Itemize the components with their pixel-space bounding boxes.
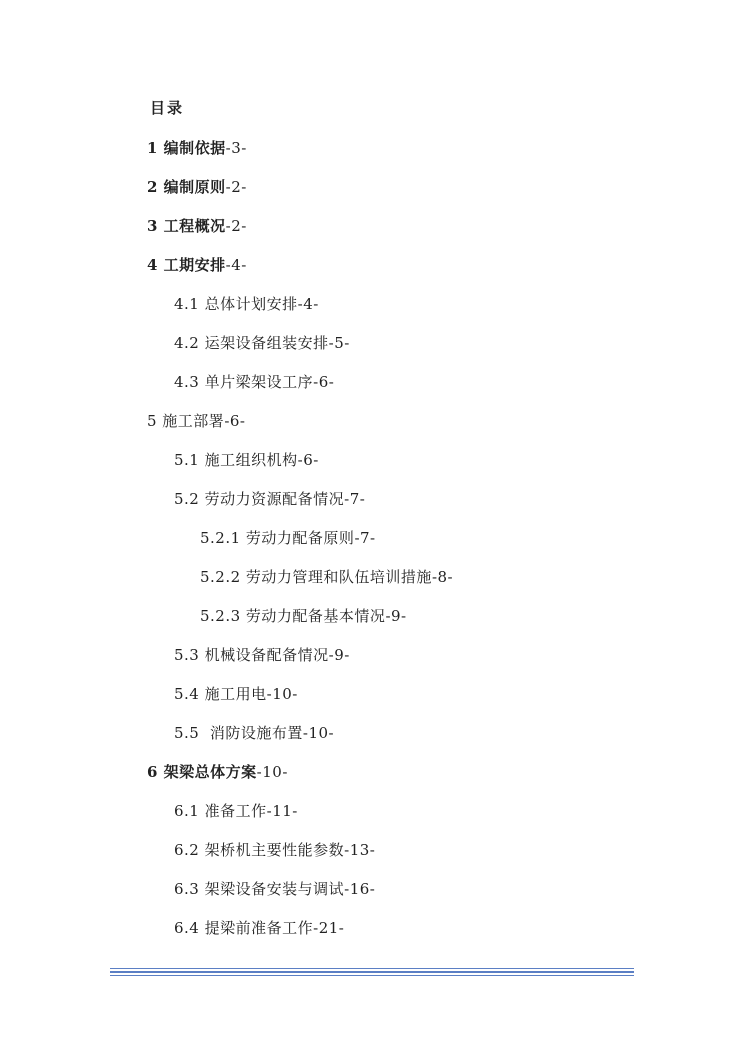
footer-divider xyxy=(110,971,634,973)
toc-entry-label: 5.4 施工用电 xyxy=(174,685,267,703)
toc-entry-page: -4- xyxy=(225,256,247,274)
toc-entry-label: 2 编制原则 xyxy=(147,178,226,196)
toc-entry[interactable] xyxy=(174,371,334,393)
toc-entry[interactable] xyxy=(147,176,247,198)
toc-entry-page: -7- xyxy=(354,529,376,547)
footer-divider xyxy=(110,975,634,976)
toc-entry[interactable] xyxy=(147,137,247,159)
toc-entry-label: 5.2.2 劳动力管理和队伍培训措施 xyxy=(200,568,432,586)
toc-entry-page: -6- xyxy=(313,373,335,391)
toc-entry-page: -8- xyxy=(431,568,454,586)
toc-entry-page: -4- xyxy=(297,295,319,313)
toc-entry-label: 4 工期安排 xyxy=(147,256,226,274)
toc-entry[interactable] xyxy=(200,527,376,549)
toc-entry-label: 6.2 架桥机主要性能参数 xyxy=(174,841,345,859)
toc-entry[interactable] xyxy=(174,293,319,315)
toc-entry[interactable] xyxy=(200,605,407,627)
toc-entry-page: -5- xyxy=(328,334,350,352)
toc-entry-page: -16- xyxy=(344,880,376,898)
toc-entry-label: 5 施工部署 xyxy=(147,412,225,430)
toc-entry-page: -10- xyxy=(302,724,335,742)
toc-entry[interactable] xyxy=(147,254,247,276)
toc-entry-label: 1 编制依据 xyxy=(147,139,226,157)
toc-entry-page: -10- xyxy=(256,763,288,781)
toc-entry-page: -10- xyxy=(266,685,298,703)
toc-entry-label: 5.2 劳动力资源配备情况 xyxy=(174,490,345,508)
toc-entry[interactable] xyxy=(174,332,350,354)
toc-entry[interactable] xyxy=(174,917,344,939)
toc-entry-label: 3 工程概况 xyxy=(147,217,226,235)
toc-entry-label: 4.3 单片梁架设工序 xyxy=(174,373,314,391)
toc-entry[interactable] xyxy=(174,449,319,471)
toc-entry[interactable] xyxy=(174,800,298,822)
toc-entry-label: 4.1 总体计划安排 xyxy=(174,295,298,313)
toc-entry-page: -11- xyxy=(266,802,298,820)
toc-entry-page: -3- xyxy=(225,139,247,157)
toc-entry[interactable] xyxy=(174,722,334,744)
toc-entry-page: -21- xyxy=(313,919,345,937)
toc-entry[interactable] xyxy=(174,683,298,705)
toc-entry-label: 5.5 消防设施布置 xyxy=(174,724,303,742)
toc-entry-label: 5.1 施工组织机构 xyxy=(174,451,298,469)
toc-entry-page: -6- xyxy=(224,412,246,430)
toc-entry-page: -7- xyxy=(344,490,366,508)
toc-entry[interactable] xyxy=(174,488,365,510)
toc-entry[interactable] xyxy=(147,761,288,783)
toc-entry-label: 6.4 提梁前准备工作 xyxy=(174,919,314,937)
toc-entry-page: -6- xyxy=(297,451,319,469)
toc-entry[interactable] xyxy=(147,410,246,432)
toc-entry-page: -9- xyxy=(385,607,407,625)
toc-entry[interactable] xyxy=(174,839,375,861)
toc-entry-page: -9- xyxy=(328,646,350,664)
toc-entry[interactable] xyxy=(174,644,350,666)
toc-heading: 目录 xyxy=(150,99,185,117)
toc-entry-label: 5.2.1 劳动力配备原则 xyxy=(200,529,355,547)
toc-entry-label: 5.2.3 劳动力配备基本情况 xyxy=(200,607,386,625)
toc-entry[interactable] xyxy=(200,566,453,588)
toc-entry[interactable] xyxy=(147,215,247,237)
toc-entry-page: -13- xyxy=(344,841,376,859)
toc-entry-label: 6.3 架梁设备安装与调试 xyxy=(174,880,345,898)
toc-entry-page: -2- xyxy=(225,178,247,196)
toc-entry-label: 6 架梁总体方案 xyxy=(147,763,257,781)
toc-entry-label: 6.1 准备工作 xyxy=(174,802,267,820)
toc-entry-page: -2- xyxy=(225,217,247,235)
toc-entry-label: 5.3 机械设备配备情况 xyxy=(174,646,329,664)
toc-entry[interactable] xyxy=(174,878,375,900)
toc-entry-label: 4.2 运架设备组装安排 xyxy=(174,334,329,352)
footer-divider xyxy=(110,968,634,969)
